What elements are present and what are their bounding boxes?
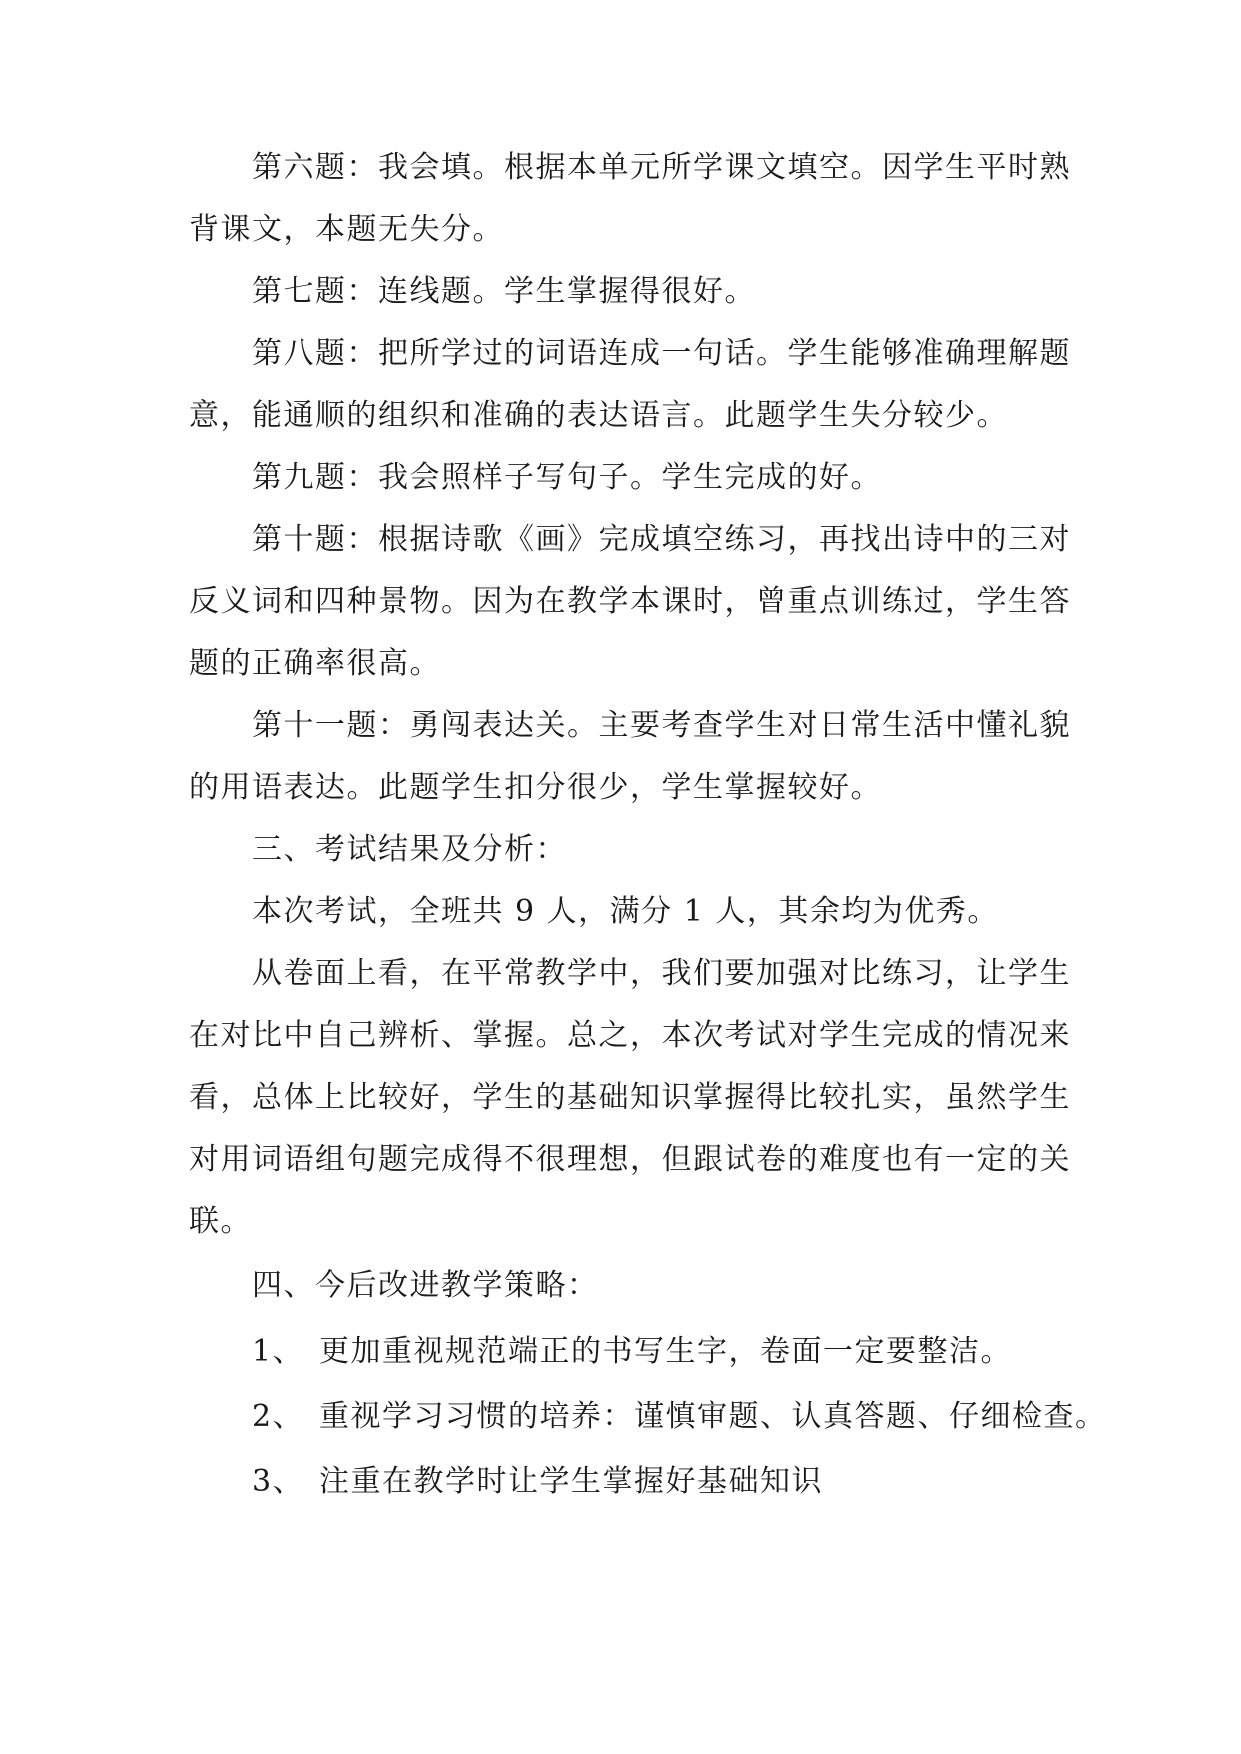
paragraph-line: 第十一题：勇闯表达关。主要考查学生对日常生活中懂礼貌 bbox=[252, 708, 1071, 743]
list-item-number: 3、 bbox=[252, 1464, 305, 1499]
list-item-text: 注重在教学时让学生掌握好基础知识 bbox=[319, 1464, 823, 1499]
paragraph-line: 第十题：根据诗歌《画》完成填空练习，再找出诗中的三对 bbox=[252, 522, 1071, 557]
paragraph-line: 反义词和四种景物。因为在教学本课时，曾重点训练过，学生答 bbox=[189, 584, 1071, 619]
section-heading: 四、今后改进教学策略： bbox=[252, 1268, 599, 1303]
paragraph-line: 意，能通顺的组织和准确的表达语言。此题学生失分较少。 bbox=[189, 398, 1008, 433]
list-item-text: 重视学习习惯的培养：谨慎审题、认真答题、仔细检查。 bbox=[319, 1399, 1107, 1434]
paragraph-line: 从卷面上看，在平常教学中，我们要加强对比练习，让学生 bbox=[252, 956, 1071, 991]
paragraph-line: 第八题：把所学过的词语连成一句话。学生能够准确理解题 bbox=[252, 336, 1071, 371]
list-item-number: 1、 bbox=[252, 1334, 305, 1369]
paragraph-line: 看，总体上比较好，学生的基础知识掌握得比较扎实，虽然学生 bbox=[189, 1080, 1071, 1115]
paragraph-line: 第九题：我会照样子写句子。学生完成的好。 bbox=[252, 460, 882, 495]
paragraph-line: 联。 bbox=[189, 1204, 252, 1239]
list-item-number: 2、 bbox=[252, 1399, 305, 1434]
paragraph-line: 本次考试，全班共 9 人，满分 1 人，其余均为优秀。 bbox=[252, 894, 999, 929]
list-item-text: 更加重视规范端正的书写生字，卷面一定要整洁。 bbox=[319, 1334, 1012, 1369]
paragraph-line: 题的正确率很高。 bbox=[189, 646, 441, 681]
section-heading: 三、考试结果及分析： bbox=[252, 832, 567, 867]
paragraph-line: 第七题：连线题。学生掌握得很好。 bbox=[252, 274, 756, 309]
paragraph-line: 的用语表达。此题学生扣分很少，学生掌握较好。 bbox=[189, 770, 882, 805]
paragraph-line: 背课文，本题无失分。 bbox=[189, 212, 504, 247]
paragraph-line: 对用词语组句题完成得不很理想，但跟试卷的难度也有一定的关 bbox=[189, 1142, 1071, 1177]
paragraph-line: 第六题：我会填。根据本单元所学课文填空。因学生平时熟 bbox=[252, 150, 1071, 185]
paragraph-line: 在对比中自己辨析、掌握。总之，本次考试对学生完成的情况来 bbox=[189, 1018, 1071, 1053]
